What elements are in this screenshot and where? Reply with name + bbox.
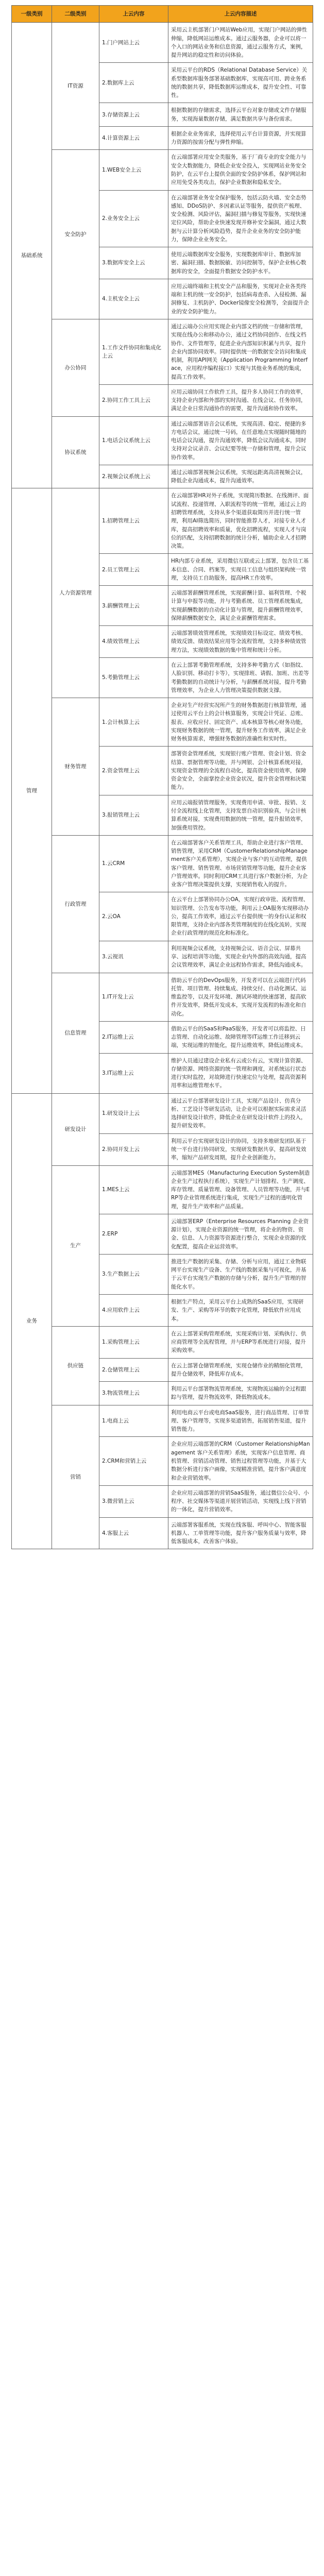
cloud-content-cell: 2.CRM和营销上云 (99, 1437, 168, 1485)
table-row (12, 319, 313, 384)
cloud-description-cell: 通过云端部署语音会议系统，实现高清、稳定、便捷的多方电话会议，通过统一号码，在任意地点实现随时随地的电话会议沟通，提升沟通效率，降低会议沟通成本，同时支持对会议录音、会议纪要等统一存储和管理，提升会议协作效率。 (168, 416, 313, 465)
cloud-description-cell: 云端部署ERP（Enterprise Resources Planning 企业资源计划），实现企业资源的统一管理，将企业的物资、资金、信息、人力资源等资源进行整合，实现企业资源的优化配置，提高企业运营效率。 (168, 1214, 313, 1254)
cloud-content-cell: 1.云CRM (99, 835, 168, 892)
cloud-content-cell: 4.应用软件上云 (99, 1295, 168, 1327)
header-level2: 二级类别 (52, 6, 99, 23)
cloud-description-cell: 企业应用云端部署的CRM（Customer RelationshipManagement 客户关系管理）系统，实现客户信息管理、商机管理、营销活动管理、销售过程管理等功能，并基于大数据分析进行客户画像，实现精准营销，提升客户满意度和企业营销效率。 (168, 1437, 313, 1485)
table-body (12, 23, 313, 1549)
cloud-description-cell: 企业应用云端部署的营销SaaS服务，通过微信公众号、小程序、社交媒体等渠道开展营销活动，实现线上线下营销的一体化，提升营销效率。 (168, 1485, 313, 1517)
level1-category-cell: 业务 (12, 1093, 52, 1549)
table-row (12, 1093, 313, 1133)
cloud-content-table (11, 5, 313, 1549)
cloud-description-cell: 云端部署客服系统，实现在线客服、呼叫中心、智能客服机器人、工单管理等功能，提升客户服务质量与效率，降低客服成本，改善客户体验。 (168, 1517, 313, 1549)
cloud-description-cell: 使用云端数据库安全服务，实现数据库审计、数据库加密、漏洞扫描、数据脱敏、访问控制等，保护企业核心数据库的安全，全面提升数据安全防护水平。 (168, 247, 313, 279)
cloud-content-cell: 2.协同开发上云 (99, 1133, 168, 1165)
table-row (12, 1326, 313, 1358)
cloud-description-cell: 在云上部署考勤管理系统，支持多种考勤方式（如指纹、人脸识别、移动打卡等），实现排班、请假、加班、出差等考勤数据的自动统计与分析，与薪酬系统对接，提升考勤管理效率，为企业人力管理决策提供数据支撑。 (168, 658, 313, 698)
cloud-content-cell: 3.薪酬管理上云 (99, 586, 168, 626)
cloud-description-cell: 应用云端协同工作软件工具，提升多人协同工作的效率，支持企业内部和外部的实时沟通、在线会议、任务协同，满足企业日常沟通协作的需要，提升沟通和协作效率。 (168, 384, 313, 416)
level2-category-cell: 安全防护 (52, 150, 99, 319)
cloud-description-cell: HR内部专业系统，采用微信互联或云上部署，包含员工基本信息、合同、档案等，实现员工信息与组织架构统一管理，支持员工自助服务，提高HR工作效率。 (168, 554, 313, 586)
table-row (12, 1405, 313, 1437)
cloud-description-cell: 云端部署绩效管理系统，实现绩效目标设定、绩效考核、绩效反馈、绩效结果应用等全流程管理，支持多种绩效管理方法，实现绩效数据的集中管理和统计分析。 (168, 626, 313, 658)
cloud-content-cell: 4.绩效管理上云 (99, 626, 168, 658)
cloud-content-cell: 3.存储资源上云 (99, 103, 168, 127)
cloud-description-cell: 根据数据的存储需求，选择云平台对象存储或文件存储服务，实现海量数据存储，满足数据共享与备份需求。 (168, 103, 313, 127)
header-content: 上云内容 (99, 6, 168, 23)
cloud-content-cell: 3.IT运维上云 (99, 1053, 168, 1093)
table-row (12, 973, 313, 1021)
cloud-description-cell: 采用云主机部署门户网站Web应用，实现门户网站的弹性伸缩，降低网站运维成本。通过云服务器，企业可以将一个入口的网站业务和信息资源，通过云服务方式，案例，提升网站的稳定性和访问体验。 (168, 23, 313, 63)
cloud-content-cell: 2.IT运维上云 (99, 1021, 168, 1053)
table-row (12, 835, 313, 892)
cloud-description-cell: 通过云端办公应用实现企业内部文档的统一存储和管理，实现在线办公和移动办公，通过文档协同创作、在线文档协作、文件管理等，促进企业内部知识积累与共享，提升企业内部协同效率。同时提供统一的数据安全访问和集成机制，利用API网关（Application Programming Interface，应用程序编程接口）实现与其他业务系统的集成，提高工作效率。 (168, 319, 313, 384)
cloud-content-cell: 2.仓储管理上云 (99, 1358, 168, 1382)
cloud-description-cell: 在云端部署应用安全类服务，基于厂商专业的安全能力与安全大数据能力，降低企业安全投入，实现网站业务安全防护，在云平台上提供全面的安全防护体系，保护网站和应用免受各类攻击，保护企业数据和隐私安全。 (168, 150, 313, 190)
table-row (12, 698, 313, 747)
cloud-content-cell: 4.主机安全上云 (99, 279, 168, 319)
level2-category-cell: 协议系统 (52, 416, 99, 488)
table-row (12, 488, 313, 554)
cloud-content-cell: 2.视频会议系统上云 (99, 465, 168, 488)
cloud-content-cell: 2.协同工作工具上云 (99, 384, 168, 416)
cloud-description-cell: 推进生产数据的采集、存储、分析与应用，通过工业物联网平台实现生产设备、生产线的数据采集与可视化，并基于云平台实现生产数据的存储与分析，提升生产管理的智能化水平。 (168, 1254, 313, 1294)
cloud-content-cell: 2.业务安全上云 (99, 190, 168, 247)
cloud-content-cell: 1.工作文件协同和集成化上云 (99, 319, 168, 384)
level2-category-cell: 行政管理 (52, 835, 99, 973)
cloud-description-cell: 在云平台上部署协同办公OA，实现行政审批、流程管理、知识管理、公告发布等功能，利用云上OA服务实现移动办公，提高工作效率，通过云平台提供统一的身份认证和权限管理，支持企业内部各类管理制度的在线化流转，实现企业行政管理的规范化和标准化。 (168, 892, 313, 941)
cloud-content-cell: 5.考勤管理上云 (99, 658, 168, 698)
cloud-content-cell: 3.生产数据上云 (99, 1254, 168, 1294)
cloud-content-cell: 1.采购管理上云 (99, 1326, 168, 1358)
cloud-description-cell: 利用云平台实现研发设计的协同，支持多地研发团队基于统一平台进行协同研发，实现研发数据共享，提高研发效率，缩短产品研发周期，提升企业创新能力。 (168, 1133, 313, 1165)
cloud-description-cell: 维护人员通过建设企业私有云或公有云，实现计算资源、存储资源、网络资源的统一管理和调度，对系统运行状态进行实时监控，对故障进行快速定位与处理，提高资源利用率和运维管理水平。 (168, 1053, 313, 1093)
level2-category-cell: 人力资源管理 (52, 488, 99, 698)
cloud-description-cell: 部署资金管理系统，实现银行账户管理、资金计划、资金结算、票据管理等功能，并与网银、会计核算系统对接，实现资金管理的全流程自动化，提高资金使用效率，保障资金安全，全面掌控企业资金状况，提升资金管理和决策能力。 (168, 747, 313, 795)
cloud-description-cell: 应用云端报销管理服务，实现费用申请、审批、报销、支付全流程线上化管理，支持发票自动识别验真，与会计核算系统对接，实现费用数据的统一管理，提升报销效率，加强费用管控。 (168, 795, 313, 835)
cloud-content-cell: 2.云OA (99, 892, 168, 941)
cloud-content-cell: 3.报销管理上云 (99, 795, 168, 835)
cloud-description-cell: 利用云平台部署物流管理系统，实现物流运输的全过程跟踪与管理，提升物流效率，降低物流成本。 (168, 1382, 313, 1405)
header-description: 上云内容描述 (168, 6, 313, 23)
level2-category-cell: 供应链 (52, 1326, 99, 1405)
cloud-description-cell: 借助云平台的SaaS和PaaS服务，开发者可以将监控、日志管理、自动化运维、故障管理等IT运维工作迁移到云端，实现运维的智能化，提升运维效率，降低运维成本。 (168, 1021, 313, 1053)
cloud-description-cell: 在云上部署采购管理系统，实现采购计划、采购执行、供应商管理等全流程管理，并与ERP等系统进行对接，提升采购效率。 (168, 1326, 313, 1358)
cloud-description-cell: 在云端部署HR对外子系统，实现简历数据、在线测评、面试流程、投递管理、入职流程等的统一管理，通过云上的招聘管理系统，支持从多个渠道获取简历并进行统一管理，利用AI筛选简历，同时智能推荐人才，对接专业人才库，提高招聘效率和质量，优化招聘流程，实现人才与岗位的匹配，支持招聘数据的统计分析，辅助企业人才招聘决策。 (168, 488, 313, 554)
cloud-description-cell: 利用电商云平台或电商SaaS服务，进行商品管理、订单管理、客户管理等，实现多渠道销售，拓展销售渠道，提升销售能力。 (168, 1405, 313, 1437)
cloud-content-cell: 3.云视讯 (99, 941, 168, 973)
cloud-content-cell: 3.数据库安全上云 (99, 247, 168, 279)
level2-category-cell: 信息管理 (52, 973, 99, 1093)
cloud-content-cell: 1.会计核算上云 (99, 698, 168, 747)
cloud-content-cell: 1.IT开发上云 (99, 973, 168, 1021)
cloud-content-cell: 1.研发设计上云 (99, 1093, 168, 1133)
cloud-description-cell: 借助云平台的DevOps服务，开发者可以在云端进行代码托管、项目管理、持续集成、持续交付、自动化测试、运维监控等，以及开发环境、测试环境的快速部署，提高软件开发效率，降低开发成本，实现开发流程的标准化和自动化。 (168, 973, 313, 1021)
level2-category-cell: IT资源 (52, 23, 99, 150)
cloud-content-cell: 1.招聘管理上云 (99, 488, 168, 554)
cloud-description-cell: 根据企业业务需求，选择使用云平台计算资源，并实现算力资源的按需分配与弹性伸缩。 (168, 126, 313, 150)
cloud-description-cell: 根据生产特点，采用云平台上成熟的SaaS应用，实现研发、生产、采购等环节的数字化管理，降低软件应用成本。 (168, 1295, 313, 1327)
cloud-description-cell: 在云端部署业务安全保护服务，包括云防火墙、安全态势感知、DDoS防护、多因素认证等服务，提供资产梳理、安全检测、风险评估，漏洞扫描与修复等服务，实现快速定位风险，帮助企业快速发现并修补安全漏洞，通过大数据与云计算分析风险趋势，提升企业业务的安全防护能力，保障企业业务安全。 (168, 190, 313, 247)
level1-category-cell: 管理 (12, 488, 52, 1093)
cloud-content-cell: 1.门户网站上云 (99, 23, 168, 63)
cloud-content-cell: 1.WEB安全上云 (99, 150, 168, 190)
cloud-description-cell: 采用云平台的RDS（Relational Database Service）关系型数据库服务部署基础数据库，实现高可用、跨业务系统的数据共享，降低数据库运维成本，提升安全性、可靠性。 (168, 63, 313, 103)
level1-category-cell: 基础系统 (12, 23, 52, 488)
cloud-content-cell: 4.客服上云 (99, 1517, 168, 1549)
cloud-content-cell: 1.MES上云 (99, 1165, 168, 1214)
level2-category-cell: 办公协同 (52, 319, 99, 416)
header-level1: 一级类别 (12, 6, 52, 23)
cloud-description-cell: 企业对生产经营实况所产生的财务数据进行核算管理，通过使用云平台上的会计核算服务，实现会计凭证、总账、报表、应收应付、固定资产、成本核算等核心财务功能，实现财务数据的统一管理，提升财务工作效率，满足企业财务核算需求，增强财务数据的准确性和实时性。 (168, 698, 313, 747)
cloud-content-cell: 2.员工管理上云 (99, 554, 168, 586)
cloud-description-cell: 通过云平台部署研发设计工具，实现产品设计、仿真分析、工艺设计等研发活动，让企业可以根据实际需求灵活选择研发设计软件，降低企业在研发设计软件上的投入，提升研发效率。 (168, 1093, 313, 1133)
cloud-description-cell: 通过云端部署视频会议系统，实现远距离高清视频会议，降低企业沟通成本，提升沟通效率。 (168, 465, 313, 488)
cloud-content-cell: 2.数据库上云 (99, 63, 168, 103)
cloud-content-cell: 2.资金管理上云 (99, 747, 168, 795)
table-row (12, 23, 313, 63)
cloud-content-cell: 3.物流管理上云 (99, 1382, 168, 1405)
table-header-row (12, 6, 313, 23)
cloud-description-cell: 应用云端终端和主机安全产品和服务，实现对企业各类终端和主机的统一安全防护，包括病毒查杀、入侵检测、漏洞修复、主机防护、Docker镜像安全检测等，全面提升企业的安全防护能力。 (168, 279, 313, 319)
level2-category-cell: 研发设计 (52, 1093, 99, 1165)
level2-category-cell: 生产 (52, 1165, 99, 1326)
table-row (12, 416, 313, 465)
table-row (12, 1165, 313, 1214)
cloud-description-cell: 云端部署薪酬管理系统，实现薪酬计算、福利管理、个税计算与申报等功能，并与考勤系统、员工管理系统集成，实现薪酬数据的自动化计算与管理，提升薪酬管理效率，保障薪酬数据安全，满足企业薪酬管理需求。 (168, 586, 313, 626)
cloud-content-cell: 1.电商上云 (99, 1405, 168, 1437)
cloud-content-cell: 4.计算资源上云 (99, 126, 168, 150)
level2-category-cell: 营销 (52, 1405, 99, 1549)
cloud-description-cell: 云端部署MES（Manufacturing Execution System制造企业生产过程执行系统），实现生产计划排程、生产调度、库存管理、质量管理、设备管理、人员管理等功能，并与ERP等企业管理系统进行集成，实现生产过程的透明化管理，提升生产效率和产品质量。 (168, 1165, 313, 1214)
cloud-description-cell: 利用视频会议系统，支持视频会议、语音会议、屏幕共享、远程培训等功能，实现企业内外部的高效沟通，提高会议管理效率，满足企业远程协作需求，降低沟通成本。 (168, 941, 313, 973)
cloud-content-cell: 3.微营销上云 (99, 1485, 168, 1517)
cloud-description-cell: 在云上部署仓储管理系统，实现仓储作业的精细化管理，提升仓储效率，降低库存成本。 (168, 1358, 313, 1382)
table-row (12, 150, 313, 190)
cloud-content-cell: 2.ERP (99, 1214, 168, 1254)
cloud-description-cell: 在云端部署客户关系管理工具，帮助企业进行客户管理、销售管理，采用CRM（CustomerRelationshipManagement客户关系管理），实现企业与客户的互动管理，提供客户管理、销售管理、市场营销管理等功能，提升企业客户管理效率。同时利用CRM工具进行客户数据分析，为企业客户管理决策提供支撑，实现销售收入的提升。 (168, 835, 313, 892)
cloud-content-cell: 1.电话会议系统上云 (99, 416, 168, 465)
level2-category-cell: 财务管理 (52, 698, 99, 836)
